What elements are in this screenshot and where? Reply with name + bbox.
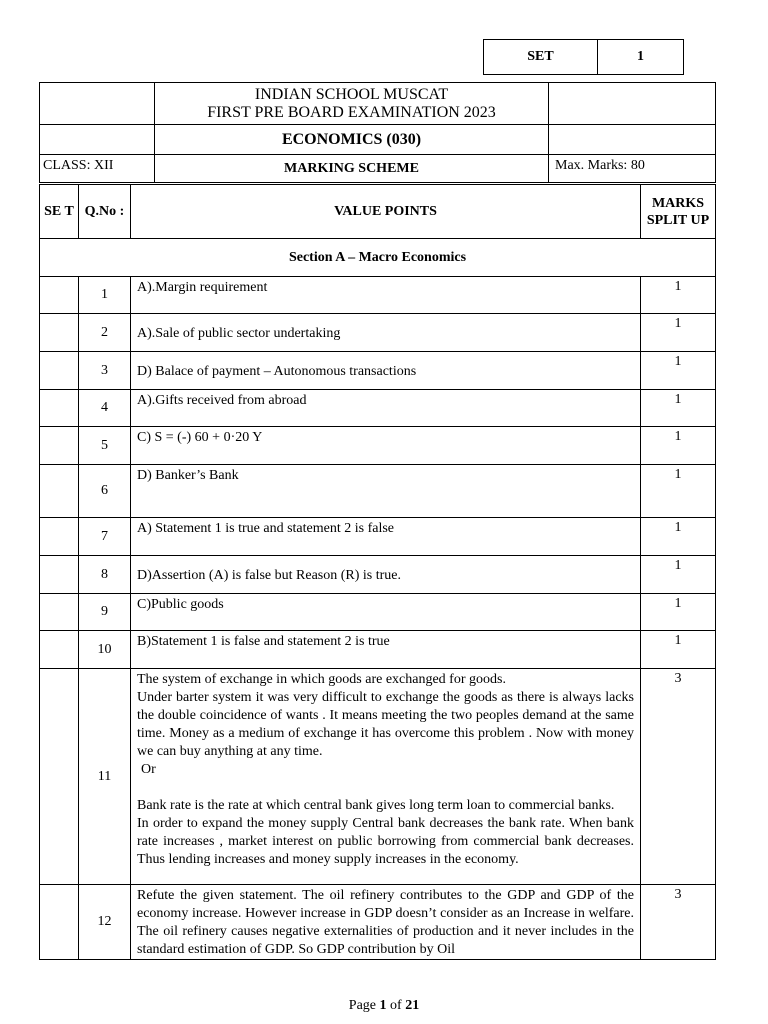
question-number: 3	[79, 352, 131, 390]
page-footer	[0, 998, 768, 1014]
subject-title: ECONOMICS (030)	[155, 125, 549, 155]
set-cell	[40, 669, 79, 885]
set-box	[483, 39, 684, 75]
set-cell	[40, 314, 79, 352]
question-number: 7	[79, 518, 131, 556]
question-number: 10	[79, 631, 131, 669]
header-blank-left	[40, 83, 155, 125]
q11-paragraph-1: The system of exchange in which goods are exchanged for goods.	[137, 672, 506, 687]
page-of: of	[386, 998, 406, 1013]
school-name: INDIAN SCHOOL MUSCAT	[254, 85, 449, 103]
header-title-cell	[155, 83, 549, 125]
table-row	[40, 556, 716, 594]
marks-value: 3	[641, 669, 716, 885]
page-total: 21	[405, 998, 420, 1013]
marks-value: 1	[641, 314, 716, 352]
set-cell	[40, 594, 79, 631]
marks-value: 1	[641, 465, 716, 518]
header-blank-left-2	[40, 125, 155, 155]
table-row	[40, 631, 716, 669]
marks-value: 1	[641, 631, 716, 669]
question-number: 2	[79, 314, 131, 352]
answer-text: D) Balace of payment – Autonomous transactions	[131, 352, 641, 390]
marks-value: 1	[641, 594, 716, 631]
set-cell	[40, 885, 79, 960]
set-value: 1	[598, 40, 684, 75]
marks-value: 1	[641, 277, 716, 314]
table-row	[40, 314, 716, 352]
header-blank-right	[549, 83, 716, 125]
table-row	[40, 885, 716, 960]
table-row	[40, 390, 716, 427]
col-header-value-points: VALUE POINTS	[131, 185, 641, 239]
question-number: 9	[79, 594, 131, 631]
answer-text: D)Assertion (A) is false but Reason (R) is true.	[131, 556, 641, 594]
marks-value: 1	[641, 518, 716, 556]
set-label: SET	[484, 40, 598, 75]
q11-or: Or	[141, 762, 156, 777]
marks-value: 1	[641, 427, 716, 465]
exam-name: FIRST PRE BOARD EXAMINATION 2023	[207, 103, 496, 121]
answer-text: A).Margin requirement	[131, 277, 641, 314]
question-number: 8	[79, 556, 131, 594]
answer-text: C) S = (-) 60 + 0·20 Y	[131, 427, 641, 465]
question-number: 12	[79, 885, 131, 960]
max-marks: Max. Marks: 80	[549, 155, 716, 183]
col-header-marks: MARKS SPLIT UP	[641, 185, 716, 239]
q11-paragraph-2: Under barter system it was very difficult to exchange the goods as there is always lacks the double coincidence of wants . It means meeting the two peoples demand at the same time. Money as a medium of exchange it has overcome this problem . Now with money we can buy anything at any time.	[137, 690, 634, 759]
marks-value: 3	[641, 885, 716, 960]
section-a-heading: Section A – Macro Economics	[40, 239, 716, 277]
answer-text	[131, 669, 641, 885]
set-cell	[40, 277, 79, 314]
table-row	[40, 594, 716, 631]
table-row	[40, 277, 716, 314]
set-cell	[40, 631, 79, 669]
answer-text: A).Sale of public sector undertaking	[131, 314, 641, 352]
answer-text	[131, 885, 641, 960]
set-cell	[40, 352, 79, 390]
table-row	[40, 669, 716, 885]
marks-value: 1	[641, 556, 716, 594]
question-number: 5	[79, 427, 131, 465]
exam-header	[39, 82, 716, 183]
q11-paragraph-4: In order to expand the money supply Central bank decreases the bank rate. When bank rate increases , market interest on public borrowing from commercial bank decreases. Thus lending increases and money supply increases in the economy.	[137, 816, 634, 867]
answer-text: C)Public goods	[131, 594, 641, 631]
page-prefix: Page	[348, 998, 380, 1013]
question-number: 11	[79, 669, 131, 885]
page-number: 1	[379, 998, 387, 1013]
table-row	[40, 427, 716, 465]
q12-text: Refute the given statement. The oil refinery contributes to the GDP and GDP of the economy increase. However increase in GDP doesn’t consider as an Increase in welfare. The oil refinery causes negative externalities of production and it never includes in the standard estimation of GDP. So GDP contribution by Oil	[137, 888, 634, 957]
col-header-qno: Q.No :	[79, 185, 131, 239]
question-number: 6	[79, 465, 131, 518]
q11-paragraph-3: Bank rate is the rate at which central bank gives long term loan to commercial banks.	[137, 798, 615, 813]
marks-value: 1	[641, 352, 716, 390]
marking-table	[39, 184, 716, 960]
marks-value: 1	[641, 390, 716, 427]
set-cell	[40, 465, 79, 518]
marking-scheme-title: MARKING SCHEME	[155, 155, 549, 183]
question-number: 1	[79, 277, 131, 314]
table-row	[40, 518, 716, 556]
question-number: 4	[79, 390, 131, 427]
table-row	[40, 465, 716, 518]
set-cell	[40, 518, 79, 556]
answer-text: A) Statement 1 is true and statement 2 is false	[131, 518, 641, 556]
answer-text: D) Banker’s Bank	[131, 465, 641, 518]
header-blank-right-2	[549, 125, 716, 155]
answer-text: A).Gifts received from abroad	[131, 390, 641, 427]
class-label: CLASS: XII	[40, 155, 155, 183]
answer-text: B)Statement 1 is false and statement 2 is true	[131, 631, 641, 669]
table-header-row	[40, 185, 716, 239]
table-row	[40, 352, 716, 390]
set-cell	[40, 427, 79, 465]
set-cell	[40, 390, 79, 427]
set-cell	[40, 556, 79, 594]
col-header-set: SE T	[40, 185, 79, 239]
